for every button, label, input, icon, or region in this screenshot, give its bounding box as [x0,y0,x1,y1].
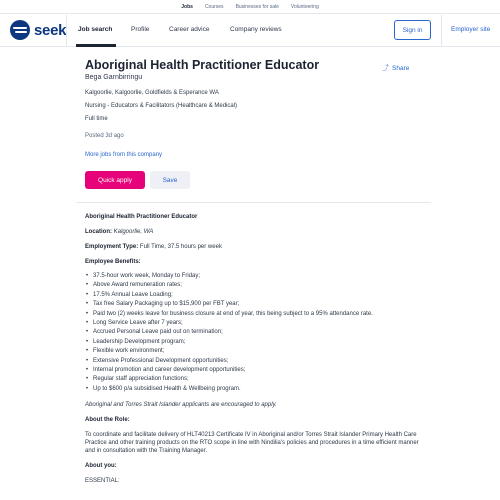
posted-date: Posted 3d ago [85,133,124,139]
nav-divider [441,15,442,47]
job-location[interactable]: Kalgoorlie, Kalgoorlie, Goldfields & Esperance WA [85,90,219,96]
benefits-label: Employee Benefits: [85,259,141,265]
job-classification[interactable]: Nursing - Educators & Facilitators (Healthcare & Medical) [85,103,238,109]
essential-label: ESSENTIAL: [85,478,120,485]
nav-job-search[interactable]: Job search [78,26,113,33]
list-item: • Tax free Salary Packaging up to $15,900 per FBT year; [93,300,425,309]
topbar-link-jobs[interactable]: Jobs [181,3,193,10]
share-icon: ⤴ [382,65,389,72]
section-divider [76,202,431,203]
about-role-text: To coordinate and facilitate delivery of HLT40213 Certificate IV in Aboriginal and/or Torres Strait Islander Primary Health Care Practice and other training products on the RTO scope in line with Nindilia's policies and procedures in a time efficient manner and in consultation with the Training Manager. [85,432,419,455]
list-item: • Above Award remuneration rates; [93,281,425,290]
encouragement-note: Aboriginal and Torres Strait Islander applicants are encouraged to apply. [85,402,277,409]
job-header [85,57,415,158]
job-title: Aboriginal Health Practitioner Educator [85,58,320,72]
seek-logo[interactable] [10,20,66,40]
topbar-link-courses[interactable]: Courses [204,3,224,10]
quick-apply-button[interactable]: Quick apply [85,171,145,189]
more-jobs-link[interactable]: More jobs from this company [85,152,163,158]
list-item: • Extensive Professional Development opportunities; [93,357,425,366]
list-item: • Paid two (2) weeks leave for business closure at end of year, this being subject to a 95% attendance rate. [93,310,425,319]
top-utility-bar [0,0,500,14]
list-item: • Leadership Development program; [93,338,425,347]
seek-logo-text: seek [34,21,67,39]
list-item: • 37.5-hour work week, Monday to Friday; [93,272,425,281]
location-value: Kalgoorlie, WA [113,229,154,235]
seek-logo-icon [10,20,30,40]
nav-company-reviews[interactable]: Company reviews [230,26,282,33]
list-item: • Long Service Leave after 7 years; [93,319,425,328]
description-heading: Aboriginal Health Practitioner Educator [85,214,198,220]
location-label: Location: [85,229,112,235]
list-item: • Accrued Personal Leave paid out on termination; [93,328,425,337]
save-job-button[interactable]: Save [150,171,190,189]
share-label: Share [392,64,410,72]
list-item: • Flexible work environment; [93,347,425,356]
main-navbar [0,15,500,47]
about-role-label: About the Role: [85,417,130,424]
list-item: • Regular staff appreciation functions; [93,375,425,384]
sign-in-button[interactable]: Sign in [394,20,431,40]
about-you-label: About you: [85,463,117,470]
benefits-list [93,272,425,394]
nav-profile[interactable]: Profile [131,26,150,33]
employer-site-link[interactable]: Employer site [451,26,491,33]
topbar-link-volunteering[interactable]: Volunteering [290,3,319,10]
list-item: • 17.5% Annual Leave Loading; [93,291,425,300]
list-item: • Internal promotion and career development opportunities; [93,366,425,375]
topbar-link-businesses[interactable]: Businesses for sale [235,3,279,10]
list-item: • Up to $600 p/a subsidised Health & Wellbeing program. [93,385,425,394]
nav-divider [66,15,67,47]
nav-active-indicator [76,44,116,47]
company-name: Bega Garnbirringu [85,74,143,81]
job-work-type: Full time [85,116,108,122]
employment-type-label: Employment Type: [85,244,139,250]
job-description [85,213,425,492]
share-button[interactable] [382,63,409,73]
nav-career-advice[interactable]: Career advice [169,26,210,33]
employment-type-value: Full Time, 37.5 hours per week [139,244,222,250]
